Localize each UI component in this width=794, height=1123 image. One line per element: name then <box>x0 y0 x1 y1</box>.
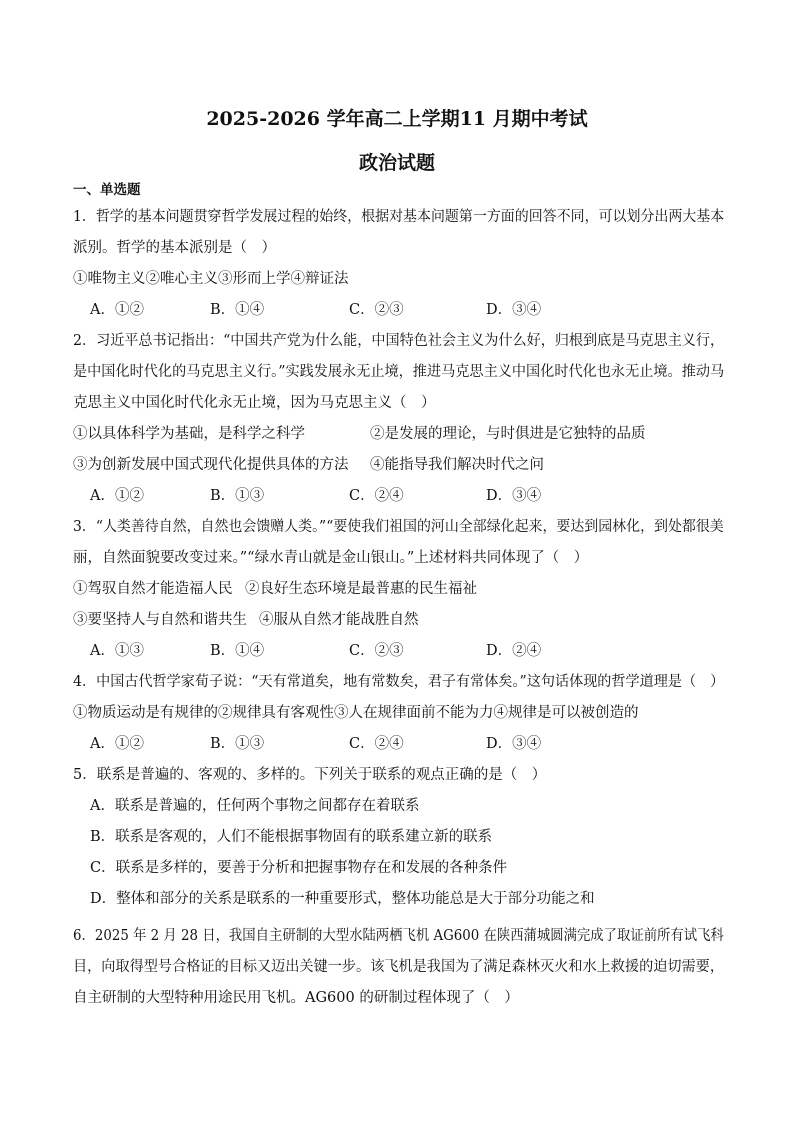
q3-option-a: A．①③ <box>90 643 144 659</box>
q1-item-line: ①唯物主义②唯心主义③形而上学④辩证法 <box>73 271 349 287</box>
q4-option-b: B．①③ <box>210 736 265 752</box>
q2-option-c: C．②④ <box>349 488 404 504</box>
q2-option-a: A．①② <box>90 488 144 504</box>
q2-item-1: ①以具体科学为基础，是科学之科学 <box>73 426 305 442</box>
q4-item-line: ①物质运动是有规律的②规律具有客观性③人在规律面前不能为力④规律是可以被创造的 <box>73 705 639 721</box>
q3-option-b: B．①④ <box>210 643 265 659</box>
q3-item-1: ①驾驭自然才能造福人民 <box>73 581 233 597</box>
section-heading: 一、单选题 <box>73 182 141 198</box>
q2-stem-line-1: 2．习近平总书记指出：“中国共产党为什么能，中国特色社会主义为什么好，归根到底是马克思主义行， <box>73 333 725 349</box>
q6-stem-line-1: 6．2025 年 2 月 28 日，我国自主研制的大型水陆两栖飞机 AG600 在陕西蒲城圆满完成了取证前所有试飞科 <box>73 928 724 944</box>
q2-option-b: B．①③ <box>210 488 265 504</box>
q2-item-4: ④能指导我们解决时代之问 <box>370 457 544 473</box>
q3-option-d: D．②④ <box>486 643 542 659</box>
q2-stem-line-2: 是中国化时代化的马克思主义行。”实践发展永无止境，推进马克思主义中国化时代化也永无止境。推动马 <box>73 364 725 380</box>
q3-item-4: ④服从自然才能战胜自然 <box>259 612 419 628</box>
q4-stem-line-1: 4．中国古代哲学家荀子说：“天有常道矣，地有常数矣，君子有常体矣。”这句话体现的哲学道理是（ ） <box>73 674 725 690</box>
q3-item-2: ②良好生态环境是最普惠的民生福祉 <box>245 581 477 597</box>
q6-stem-line-3: 自主研制的大型特种用途民用飞机。AG600 的研制过程体现了（ ） <box>73 990 519 1006</box>
q1-option-d: D．③④ <box>486 302 542 318</box>
q1-option-b: B．①④ <box>210 302 265 318</box>
q4-option-a: A．①② <box>90 736 144 752</box>
q1-option-a: A．①② <box>90 302 144 318</box>
q1-option-c: C．②③ <box>349 302 404 318</box>
q3-stem-line-2: 丽，自然面貌要改变过来。”“绿水青山就是金山银山。”上述材料共同体现了（ ） <box>73 550 589 566</box>
q6-stem-line-2: 目，向取得型号合格证的目标又迈出关键一步。该飞机是我国为了满足森林灭火和水上救援的迫切需要， <box>73 959 724 975</box>
q1-stem-line-1: 1．哲学的基本问题贯穿哲学发展过程的始终，根据对基本问题第一方面的回答不同，可以划分出两大基本 <box>73 209 725 225</box>
exam-subtitle: 政治试题 <box>358 152 435 174</box>
q5-option-d: D．整体和部分的关系是联系的一种重要形式，整体功能总是大于部分功能之和 <box>90 891 595 907</box>
q5-option-a: A．联系是普遍的，任何两个事物之间都存在着联系 <box>90 798 420 814</box>
q5-option-b: B．联系是客观的，人们不能根据事物固有的联系建立新的联系 <box>90 829 493 845</box>
q2-item-3: ③为创新发展中国式现代化提供具体的方法 <box>73 457 349 473</box>
q3-item-3: ③要坚持人与自然和谐共生 <box>73 612 247 628</box>
q1-stem-line-2: 派别。哲学的基本派别是（ ） <box>73 240 276 256</box>
q5-stem-line-1: 5．联系是普遍的、客观的、多样的。下列关于联系的观点正确的是（ ） <box>73 767 547 783</box>
q4-option-c: C．②④ <box>349 736 404 752</box>
q2-item-2: ②是发展的理论，与时俱进是它独特的品质 <box>370 426 646 442</box>
q3-stem-line-1: 3．“人类善待自然，自然也会馈赠人类。”“要使我们祖国的河山全部绿化起来，要达到园林化，到处都很美 <box>73 519 724 535</box>
q2-stem-line-3: 克思主义中国化时代化永无止境，因为马克思主义（ ） <box>73 395 436 411</box>
exam-title: 2025-2026 学年高二上学期11 月期中考试 <box>206 108 588 130</box>
q2-option-d: D．③④ <box>486 488 542 504</box>
q4-option-d: D．③④ <box>486 736 542 752</box>
q3-option-c: C．②③ <box>349 643 404 659</box>
q5-option-c: C．联系是多样的，要善于分析和把握事物存在和发展的各种条件 <box>90 860 508 876</box>
